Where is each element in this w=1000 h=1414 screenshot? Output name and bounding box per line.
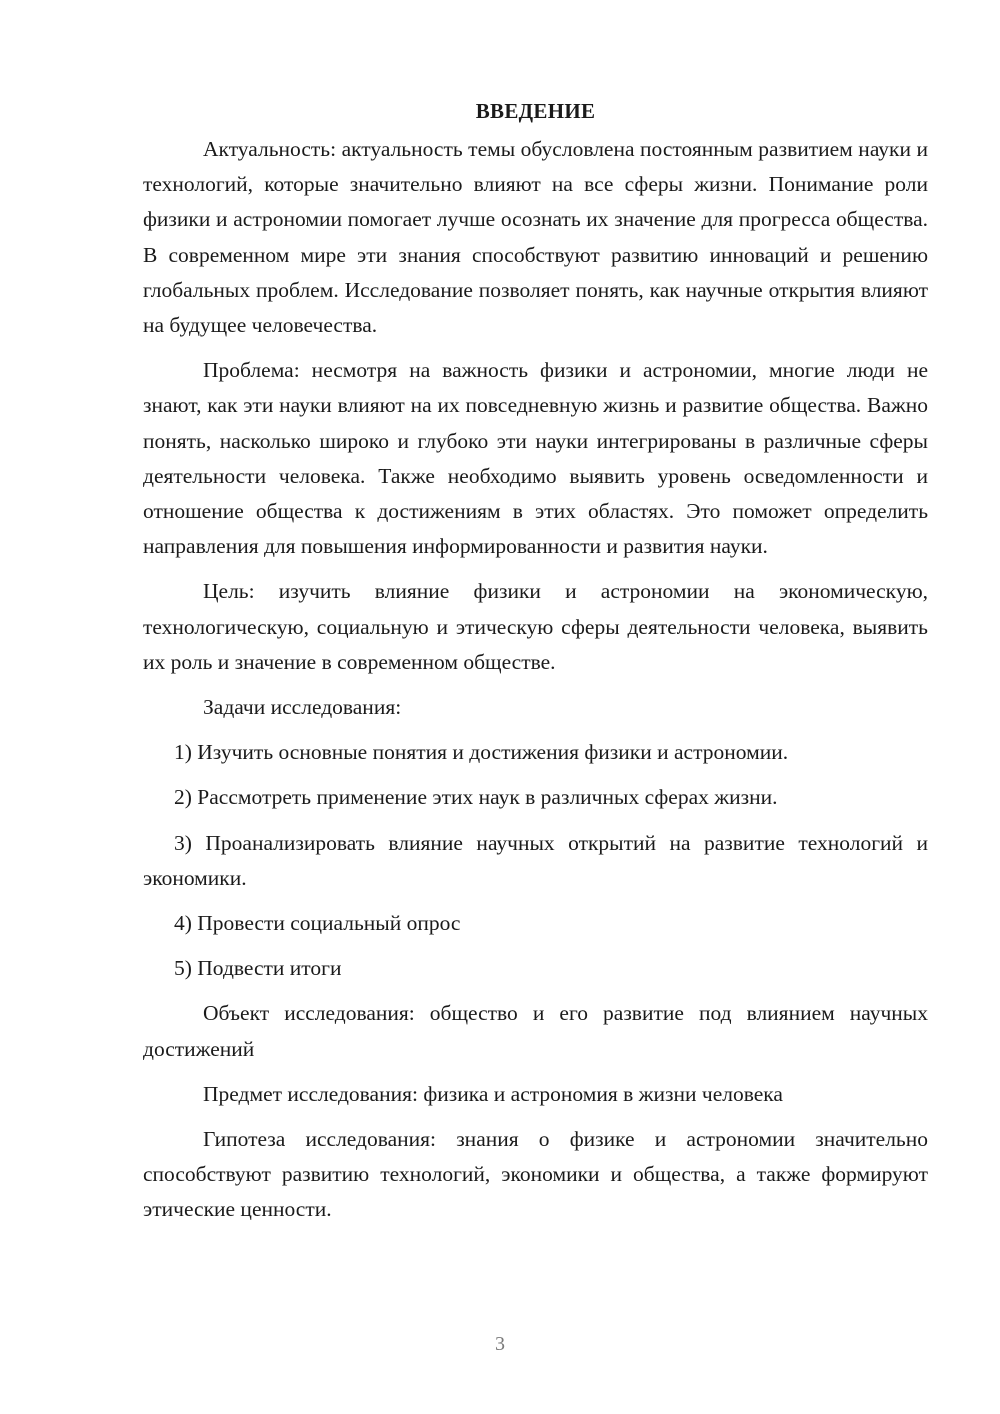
- task-item-2: 2) Рассмотреть применение этих наук в различных сферах жизни.: [174, 785, 778, 810]
- task-item-3: 3) Проанализировать влияние научных открытий на развитие технологий и экономики.: [143, 830, 928, 890]
- paragraph-goal: Цель: изучить влияние физики и астрономии на экономическую, технологическую, социальную и этическую сферы деятельности человека, выявить их роль и значение в современном обществе.: [143, 579, 928, 674]
- task-item-5: 5) Подвести итоги: [174, 956, 342, 981]
- paragraph-tasks-heading: Задачи исследования:: [203, 695, 402, 720]
- paragraph-hypothesis: Гипотеза исследования: знания о физике и астрономии значительно способствуют развитию технологий, экономики и общества, а также формируют этические ценности.: [143, 1127, 928, 1222]
- task-item-1: 1) Изучить основные понятия и достижения физики и астрономии.: [174, 740, 789, 765]
- paragraph-subject: Предмет исследования: физика и астрономия в жизни человека: [203, 1081, 783, 1106]
- paragraph-relevance: Актуальность: актуальность темы обусловлена постоянным развитием науки и технологий, которые значительно влияют на все сферы жизни. Понимание роли физики и астрономии помогает лучше осознать их значение для прогресса общества. В современном мире эти знания способствуют развитию инноваций и решению глобальных проблем. Исследование позволяет понять, как научные открытия влияют на будущее человечества.: [143, 137, 928, 338]
- section-title: ВВЕДЕНИЕ: [475, 99, 596, 123]
- paragraph-problem: Проблема: несмотря на важность физики и астрономии, многие люди не знают, как эти науки влияют на их повседневную жизнь и развитие общества. Важно понять, насколько широко и глубоко эти науки интегрированы в различные сферы деятельности человека. Также необходимо выявить уровень осведомленности и отношение общества к достижениям в этих областях. Это поможет определить направления для повышения информированности и развития науки.: [143, 358, 928, 559]
- page-number: 3: [495, 1333, 505, 1355]
- paragraph-object: Объект исследования: общество и его развитие под влиянием научных достижений: [143, 1001, 928, 1061]
- document-page: [143, 96, 928, 1238]
- task-item-4: 4) Провести социальный опрос: [174, 911, 461, 936]
